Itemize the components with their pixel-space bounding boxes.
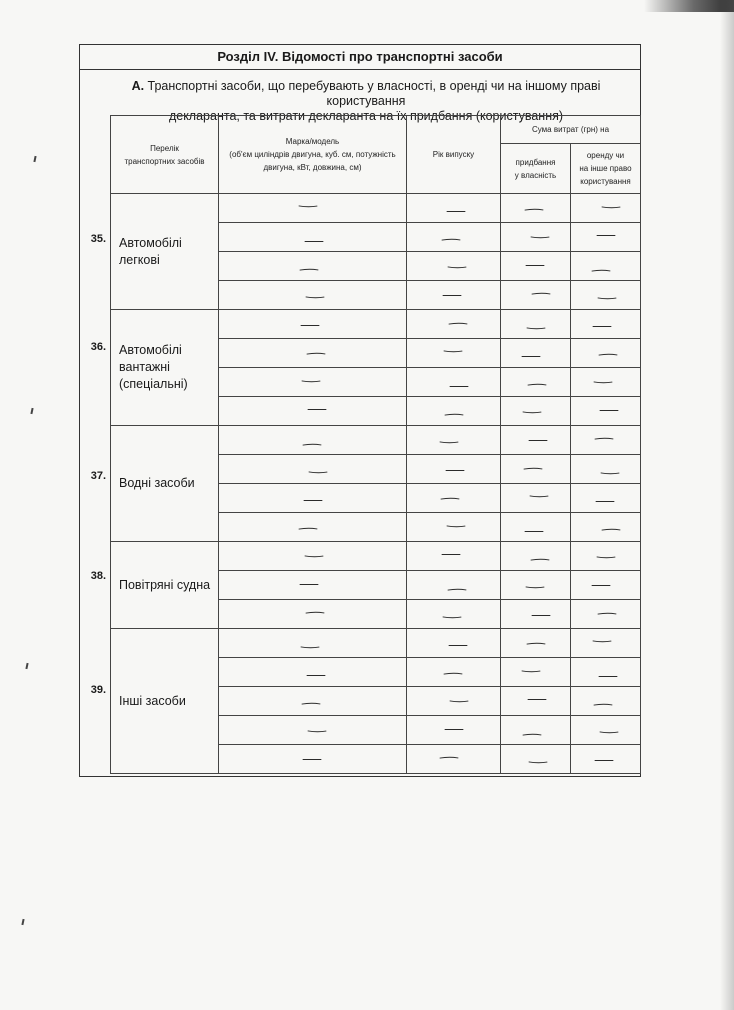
year-cell[interactable] bbox=[407, 339, 501, 368]
purchase-cell[interactable] bbox=[501, 542, 571, 571]
year-cell[interactable] bbox=[407, 223, 501, 252]
dash-stroke bbox=[306, 352, 326, 355]
dash-stroke bbox=[599, 409, 619, 412]
dash-stroke bbox=[300, 646, 320, 649]
dash-stroke bbox=[448, 644, 468, 647]
dash-mark bbox=[522, 733, 542, 736]
dash-mark bbox=[593, 381, 613, 384]
dash-stroke bbox=[530, 236, 550, 239]
dash-mark bbox=[523, 467, 543, 470]
dash-stroke bbox=[446, 525, 466, 528]
dash-stroke bbox=[593, 381, 613, 384]
dash-stroke bbox=[595, 500, 615, 503]
dash-mark bbox=[301, 702, 321, 705]
dash-stroke bbox=[442, 616, 462, 619]
purchase-cell[interactable] bbox=[501, 310, 571, 339]
dash-mark bbox=[447, 588, 467, 591]
dash-stroke bbox=[301, 702, 321, 705]
dash-stroke bbox=[441, 238, 461, 241]
table-row bbox=[111, 542, 641, 571]
dash-stroke bbox=[531, 292, 551, 295]
vehicles-table bbox=[110, 115, 641, 774]
subtitle-letter: А. bbox=[131, 79, 145, 93]
dash-stroke bbox=[439, 756, 459, 759]
dash-mark bbox=[441, 553, 461, 556]
dash-mark bbox=[439, 756, 459, 759]
rent-cell[interactable] bbox=[571, 310, 641, 339]
margin-tick bbox=[30, 408, 33, 414]
category-label: Водні засоби bbox=[119, 476, 195, 490]
purchase-cell[interactable] bbox=[501, 339, 571, 368]
purchase-cell[interactable] bbox=[501, 484, 571, 513]
dash-stroke bbox=[445, 469, 465, 472]
dash-mark bbox=[448, 644, 468, 647]
dash-mark bbox=[303, 499, 323, 502]
dash-mark bbox=[305, 296, 325, 299]
dash-stroke bbox=[442, 294, 462, 297]
dash-stroke bbox=[526, 327, 546, 330]
dash-mark bbox=[594, 437, 614, 440]
header-expenses: Сума витрат (грн) на bbox=[501, 116, 641, 144]
dash-stroke bbox=[307, 730, 327, 733]
header-text: (об'єм циліндрів двигуна, куб. см, потужність bbox=[229, 150, 396, 159]
rent-cell[interactable] bbox=[571, 716, 641, 745]
dash-stroke bbox=[600, 472, 620, 475]
dash-mark bbox=[593, 703, 613, 706]
dash-stroke bbox=[594, 437, 614, 440]
dash-stroke bbox=[522, 411, 542, 414]
year-cell[interactable] bbox=[407, 745, 501, 774]
header-text: на інше право bbox=[579, 164, 632, 173]
dash-mark bbox=[530, 558, 550, 561]
dash-stroke bbox=[521, 355, 541, 358]
category-label: Автомобілі bbox=[119, 343, 182, 357]
dash-mark bbox=[599, 731, 619, 734]
dash-stroke bbox=[530, 558, 550, 561]
dash-stroke bbox=[439, 441, 459, 444]
dash-mark bbox=[300, 646, 320, 649]
dash-mark bbox=[529, 495, 549, 498]
header-rent bbox=[571, 144, 641, 194]
dash-stroke bbox=[524, 208, 544, 211]
dash-stroke bbox=[304, 555, 324, 558]
header-text: у власність bbox=[514, 170, 557, 180]
dash-stroke bbox=[299, 583, 319, 586]
make-model-cell[interactable] bbox=[219, 194, 407, 223]
dash-mark bbox=[440, 497, 460, 500]
dash-stroke bbox=[528, 439, 548, 442]
dash-mark bbox=[527, 698, 547, 701]
purchase-cell[interactable] bbox=[501, 571, 571, 600]
category-label: (спеціальні) bbox=[119, 377, 188, 391]
dash-stroke bbox=[307, 408, 327, 411]
dash-stroke bbox=[446, 210, 466, 213]
dash-mark bbox=[441, 238, 461, 241]
dash-stroke bbox=[444, 728, 464, 731]
year-cell[interactable] bbox=[407, 542, 501, 571]
scan-edge-shadow bbox=[720, 0, 734, 1010]
rent-cell[interactable] bbox=[571, 629, 641, 658]
header-year: Рік випуску bbox=[407, 116, 501, 194]
dash-mark bbox=[446, 210, 466, 213]
make-model-cell[interactable] bbox=[219, 455, 407, 484]
rent-cell[interactable] bbox=[571, 426, 641, 455]
dash-mark bbox=[591, 269, 611, 272]
year-cell[interactable] bbox=[407, 629, 501, 658]
year-cell[interactable] bbox=[407, 397, 501, 426]
dash-stroke bbox=[531, 614, 551, 617]
dash-stroke bbox=[443, 672, 463, 675]
section-title: Розділ IV. Відомості про транспортні засоби bbox=[80, 45, 640, 70]
dash-mark bbox=[445, 469, 465, 472]
header-text: Перелік bbox=[150, 143, 179, 153]
header-text: придбання bbox=[515, 157, 556, 167]
dash-mark bbox=[597, 612, 617, 615]
purchase-cell[interactable] bbox=[501, 513, 571, 542]
dash-mark bbox=[601, 206, 621, 209]
purchase-cell[interactable] bbox=[501, 716, 571, 745]
dash-mark bbox=[439, 441, 459, 444]
dash-stroke bbox=[444, 413, 464, 416]
dash-mark bbox=[305, 611, 325, 614]
dash-stroke bbox=[304, 240, 324, 243]
dash-mark bbox=[595, 500, 615, 503]
dash-stroke bbox=[303, 499, 323, 502]
dash-mark bbox=[592, 640, 612, 643]
purchase-cell[interactable] bbox=[501, 281, 571, 310]
dash-stroke bbox=[301, 380, 321, 383]
dash-mark bbox=[596, 234, 616, 237]
table-row bbox=[111, 629, 641, 658]
dash-mark bbox=[448, 322, 468, 325]
dash-mark bbox=[591, 584, 611, 587]
dash-mark bbox=[307, 730, 327, 733]
category-number: 37. bbox=[90, 470, 106, 482]
dash-mark bbox=[521, 355, 541, 358]
dash-stroke bbox=[299, 268, 319, 271]
dash-mark bbox=[301, 380, 321, 383]
dash-mark bbox=[528, 439, 548, 442]
dash-mark bbox=[521, 670, 541, 673]
dash-mark bbox=[600, 472, 620, 475]
make-model-cell[interactable] bbox=[219, 426, 407, 455]
category-label: Повітряні судна bbox=[119, 577, 211, 592]
dash-mark bbox=[522, 411, 542, 414]
category-number: 39. bbox=[90, 684, 106, 696]
dash-mark bbox=[446, 525, 466, 528]
purchase-cell[interactable] bbox=[501, 368, 571, 397]
dash-mark bbox=[601, 528, 621, 531]
rent-cell[interactable] bbox=[571, 687, 641, 716]
dash-mark bbox=[526, 642, 546, 645]
dash-stroke bbox=[300, 324, 320, 327]
rent-cell[interactable] bbox=[571, 252, 641, 281]
rent-cell[interactable] bbox=[571, 281, 641, 310]
dash-stroke bbox=[599, 731, 619, 734]
make-model-cell[interactable] bbox=[219, 223, 407, 252]
dash-stroke bbox=[593, 703, 613, 706]
dash-mark bbox=[525, 264, 545, 267]
header-text: Марка/модель bbox=[285, 137, 340, 146]
category-aircraft bbox=[111, 542, 219, 629]
header-text: транспортних засобів bbox=[124, 156, 205, 166]
dash-stroke bbox=[302, 758, 322, 761]
dash-mark bbox=[444, 728, 464, 731]
purchase-cell[interactable] bbox=[501, 745, 571, 774]
header-purchase bbox=[501, 144, 571, 194]
rent-cell[interactable] bbox=[571, 658, 641, 687]
dash-stroke bbox=[449, 700, 469, 703]
category-trucks bbox=[111, 310, 219, 426]
dash-stroke bbox=[522, 733, 542, 736]
dash-mark bbox=[299, 268, 319, 271]
dash-stroke bbox=[598, 353, 618, 356]
dash-mark bbox=[524, 530, 544, 533]
dash-mark bbox=[443, 350, 463, 353]
dash-mark bbox=[306, 674, 326, 677]
dash-mark bbox=[527, 383, 547, 386]
dash-stroke bbox=[592, 640, 612, 643]
margin-tick bbox=[33, 156, 36, 162]
dash-mark bbox=[304, 555, 324, 558]
dash-stroke bbox=[308, 471, 328, 474]
rent-cell[interactable] bbox=[571, 484, 641, 513]
category-label: легкові bbox=[119, 252, 160, 267]
dash-stroke bbox=[598, 675, 618, 678]
table-row bbox=[111, 194, 641, 223]
category-number: 35. bbox=[90, 233, 106, 245]
dash-stroke bbox=[449, 385, 469, 388]
dash-stroke bbox=[523, 467, 543, 470]
year-cell[interactable] bbox=[407, 194, 501, 223]
dash-stroke bbox=[592, 325, 612, 328]
dash-mark bbox=[597, 297, 617, 300]
dash-stroke bbox=[526, 642, 546, 645]
table-row bbox=[111, 426, 641, 455]
dash-mark bbox=[592, 325, 612, 328]
dash-mark bbox=[300, 324, 320, 327]
dash-stroke bbox=[527, 698, 547, 701]
make-model-cell[interactable] bbox=[219, 600, 407, 629]
dash-mark bbox=[528, 761, 548, 764]
dash-stroke bbox=[527, 383, 547, 386]
dash-mark bbox=[306, 352, 326, 355]
dash-mark bbox=[598, 675, 618, 678]
dash-stroke bbox=[448, 322, 468, 325]
header-text: двигуна, кВт, довжина, см) bbox=[263, 163, 362, 172]
dash-mark bbox=[531, 292, 551, 295]
dash-stroke bbox=[601, 528, 621, 531]
dash-stroke bbox=[601, 206, 621, 209]
dash-stroke bbox=[596, 556, 616, 559]
dash-stroke bbox=[521, 670, 541, 673]
category-number: 38. bbox=[90, 570, 106, 582]
category-label: вантажні bbox=[119, 360, 170, 374]
make-model-cell[interactable] bbox=[219, 397, 407, 426]
rent-cell[interactable] bbox=[571, 513, 641, 542]
category-other bbox=[111, 629, 219, 774]
dash-stroke bbox=[597, 612, 617, 615]
dash-stroke bbox=[302, 443, 322, 446]
make-model-cell[interactable] bbox=[219, 484, 407, 513]
header-vehicle-list bbox=[111, 116, 219, 194]
dash-mark bbox=[449, 700, 469, 703]
dash-mark bbox=[444, 413, 464, 416]
dash-stroke bbox=[525, 264, 545, 267]
dash-stroke bbox=[597, 297, 617, 300]
header-make-model bbox=[219, 116, 407, 194]
dash-stroke bbox=[306, 674, 326, 677]
dash-stroke bbox=[305, 611, 325, 614]
subtitle-line1: Транспортні засоби, що перебувають у власності, в оренді чи на іншому праві користування bbox=[147, 79, 601, 108]
make-model-cell[interactable] bbox=[219, 252, 407, 281]
dash-stroke bbox=[298, 527, 318, 530]
category-water bbox=[111, 426, 219, 542]
category-number: 36. bbox=[90, 341, 106, 353]
dash-mark bbox=[599, 409, 619, 412]
dash-mark bbox=[524, 208, 544, 211]
dash-mark bbox=[443, 672, 463, 675]
make-model-cell[interactable] bbox=[219, 658, 407, 687]
year-cell[interactable] bbox=[407, 426, 501, 455]
category-label: Інші засоби bbox=[119, 693, 186, 708]
dash-stroke bbox=[528, 761, 548, 764]
header-text: користування bbox=[580, 177, 631, 186]
dash-stroke bbox=[524, 530, 544, 533]
year-cell[interactable] bbox=[407, 571, 501, 600]
dash-stroke bbox=[525, 586, 545, 589]
category-cars bbox=[111, 194, 219, 310]
margin-tick bbox=[25, 663, 28, 669]
dash-stroke bbox=[443, 350, 463, 353]
dash-mark bbox=[530, 236, 550, 239]
dash-mark bbox=[594, 759, 614, 762]
dash-stroke bbox=[596, 234, 616, 237]
dash-stroke bbox=[594, 759, 614, 762]
dash-mark bbox=[298, 527, 318, 530]
purchase-cell[interactable] bbox=[501, 687, 571, 716]
rent-cell[interactable] bbox=[571, 455, 641, 484]
dash-mark bbox=[531, 614, 551, 617]
margin-tick bbox=[21, 919, 24, 925]
dash-stroke bbox=[440, 497, 460, 500]
dash-mark bbox=[302, 758, 322, 761]
make-model-cell[interactable] bbox=[219, 687, 407, 716]
dash-mark bbox=[442, 294, 462, 297]
dash-mark bbox=[308, 471, 328, 474]
dash-stroke bbox=[529, 495, 549, 498]
dash-stroke bbox=[298, 205, 318, 208]
dash-stroke bbox=[591, 584, 611, 587]
dash-mark bbox=[449, 385, 469, 388]
dash-mark bbox=[526, 327, 546, 330]
dash-stroke bbox=[591, 269, 611, 272]
dash-mark bbox=[304, 240, 324, 243]
dash-mark bbox=[598, 353, 618, 356]
header-text: оренду чи bbox=[586, 151, 625, 160]
table-row bbox=[111, 310, 641, 339]
dash-stroke bbox=[441, 553, 461, 556]
dash-stroke bbox=[447, 266, 467, 269]
rent-cell[interactable] bbox=[571, 223, 641, 252]
dash-stroke bbox=[305, 296, 325, 299]
dash-stroke bbox=[447, 588, 467, 591]
dash-mark bbox=[299, 583, 319, 586]
category-label: Автомобілі bbox=[119, 235, 182, 250]
subtitle-line2: декларанта, та витрати декларанта на їх придбання (користування) bbox=[168, 109, 564, 123]
dash-mark bbox=[442, 616, 462, 619]
dash-mark bbox=[525, 586, 545, 589]
year-cell[interactable] bbox=[407, 600, 501, 629]
make-model-cell[interactable] bbox=[219, 281, 407, 310]
vehicles-section bbox=[79, 44, 641, 777]
year-cell[interactable] bbox=[407, 368, 501, 397]
dash-mark bbox=[302, 443, 322, 446]
dash-mark bbox=[447, 266, 467, 269]
dash-mark bbox=[307, 408, 327, 411]
make-model-cell[interactable] bbox=[219, 629, 407, 658]
dash-mark bbox=[298, 205, 318, 208]
dash-mark bbox=[596, 556, 616, 559]
